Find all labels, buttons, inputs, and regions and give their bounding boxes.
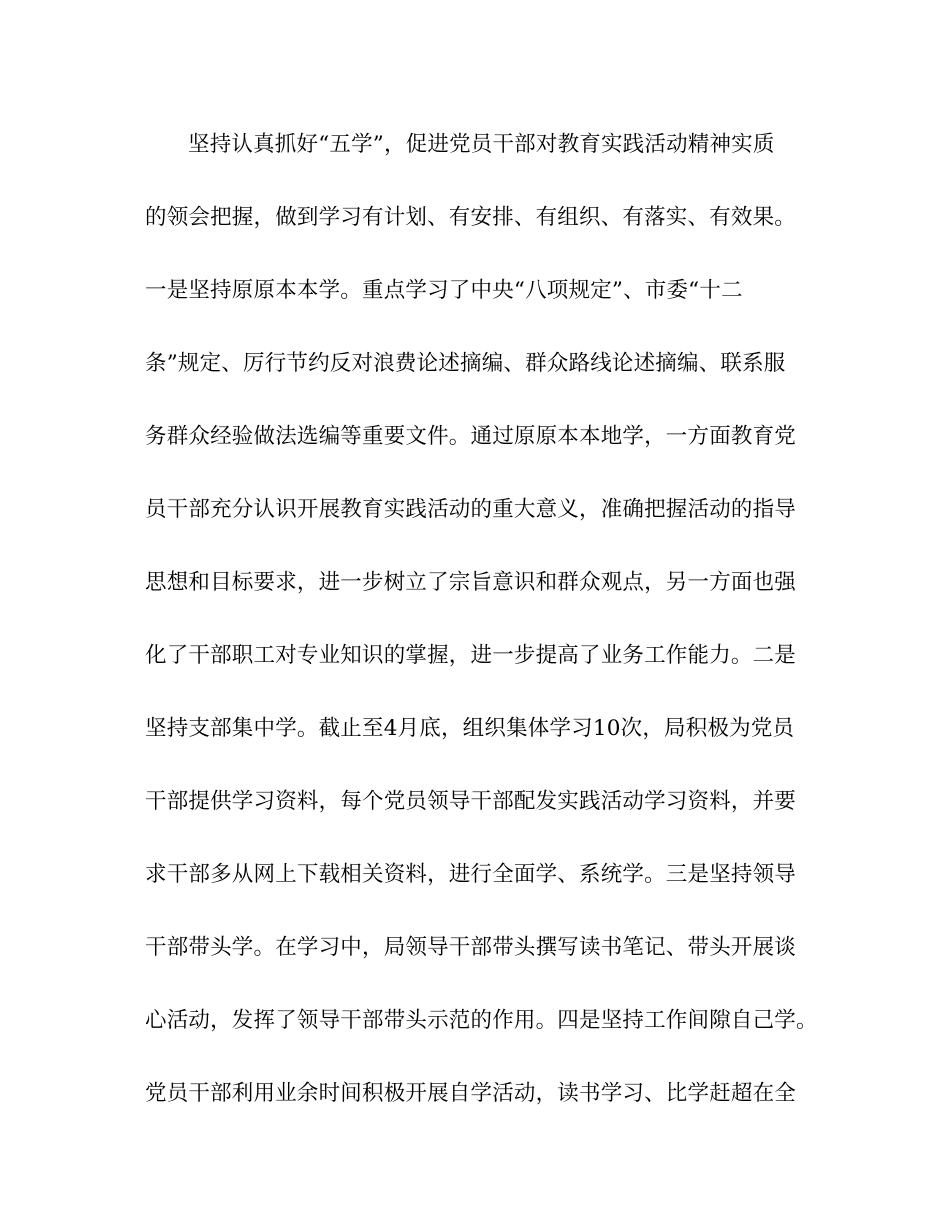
paragraph-line-14: 党员干部利用业余时间积极开展自学活动，读书学习、比学赶超在全	[145, 1081, 797, 1106]
paragraph-line-7: 思想和目标要求，进一步树立了宗旨意识和群众观点，另一方面也强	[145, 570, 797, 595]
paragraph-line-4: 条”规定、厉行节约反对浪费论述摘编、群众路线论述摘编、联系服	[145, 351, 786, 376]
paragraph-line-10: 干部提供学习资料，每个党员领导干部配发实践活动学习资料，并要	[145, 789, 797, 814]
paragraph-line-11: 求干部多从网上下载相关资料，进行全面学、系统学。三是坚持领导	[145, 862, 797, 887]
paragraph-line-5: 务群众经验做法选编等重要文件。通过原原本本地学，一方面教育党	[145, 424, 797, 449]
paragraph-line-2: 的领会把握，做到学习有计划、有安排、有组织、有落实、有效果。	[145, 205, 797, 230]
paragraph-line-9: 坚持支部集中学。截止至4月底，组织集体学习10次，局积极为党员	[145, 716, 795, 741]
paragraph-line-12: 干部带头学。在学习中，局领导干部带头撰写读书笔记、带头开展谈	[145, 935, 797, 960]
paragraph-line-3: 一是坚持原原本本学。重点学习了中央“八项规定”、市委“十二	[145, 278, 743, 303]
paragraph-line-1: 坚持认真抓好“五学”，促进党员干部对教育实践活动精神实质	[188, 132, 775, 157]
paragraph-line-8: 化了干部职工对专业知识的掌握，进一步提高了业务工作能力。二是	[145, 643, 797, 668]
paragraph-line-6: 员干部充分认识开展教育实践活动的重大意义，准确把握活动的指导	[145, 497, 797, 522]
paragraph-line-13: 心活动，发挥了领导干部带头示范的作用。四是坚持工作间隙自己学。	[145, 1008, 818, 1033]
